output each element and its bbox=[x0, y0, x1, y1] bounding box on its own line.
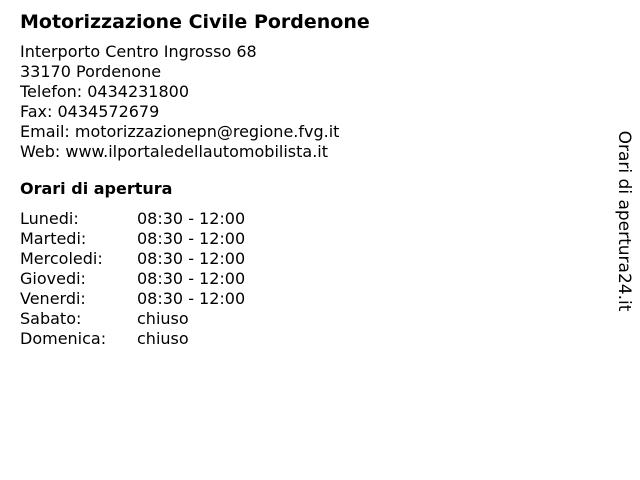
hours-time: chiuso bbox=[137, 329, 189, 348]
page-title: Motorizzazione Civile Pordenone bbox=[20, 11, 370, 33]
fax-number: Fax: 0434572679 bbox=[20, 102, 160, 121]
opening-hours-table bbox=[20, 209, 600, 349]
hours-row bbox=[20, 329, 600, 349]
hours-row bbox=[20, 289, 600, 309]
hours-row bbox=[20, 209, 600, 229]
hours-row bbox=[20, 309, 600, 329]
hours-row bbox=[20, 249, 600, 269]
street-address: Interporto Centro Ingrosso 68 bbox=[20, 42, 257, 61]
opening-hours-heading: Orari di apertura bbox=[20, 179, 173, 198]
email-address: Email: motorizzazionepn@regione.fvg.it bbox=[20, 122, 340, 141]
hours-time: 08:30 - 12:00 bbox=[137, 289, 246, 308]
hours-day: Mercoledi: bbox=[20, 249, 103, 268]
address-block bbox=[20, 42, 600, 162]
hours-day: Sabato: bbox=[20, 309, 82, 328]
hours-time: 08:30 - 12:00 bbox=[137, 229, 246, 248]
hours-day: Domenica: bbox=[20, 329, 107, 348]
hours-row bbox=[20, 229, 600, 249]
site-watermark-label: Orari di apertura24.it bbox=[614, 130, 634, 312]
hours-day: Lunedi: bbox=[20, 209, 79, 228]
postal-city: 33170 Pordenone bbox=[20, 62, 162, 81]
hours-time: 08:30 - 12:00 bbox=[137, 249, 246, 268]
hours-time: 08:30 - 12:00 bbox=[137, 269, 246, 288]
hours-day: Venerdi: bbox=[20, 289, 86, 308]
hours-day: Martedi: bbox=[20, 229, 87, 248]
hours-time: 08:30 - 12:00 bbox=[137, 209, 246, 228]
hours-row bbox=[20, 269, 600, 289]
hours-time: chiuso bbox=[137, 309, 189, 328]
business-card bbox=[20, 9, 600, 349]
hours-day: Giovedi: bbox=[20, 269, 86, 288]
website: Web: www.ilportaledellautomobilista.it bbox=[20, 142, 328, 161]
phone-number: Telefon: 0434231800 bbox=[20, 82, 190, 101]
